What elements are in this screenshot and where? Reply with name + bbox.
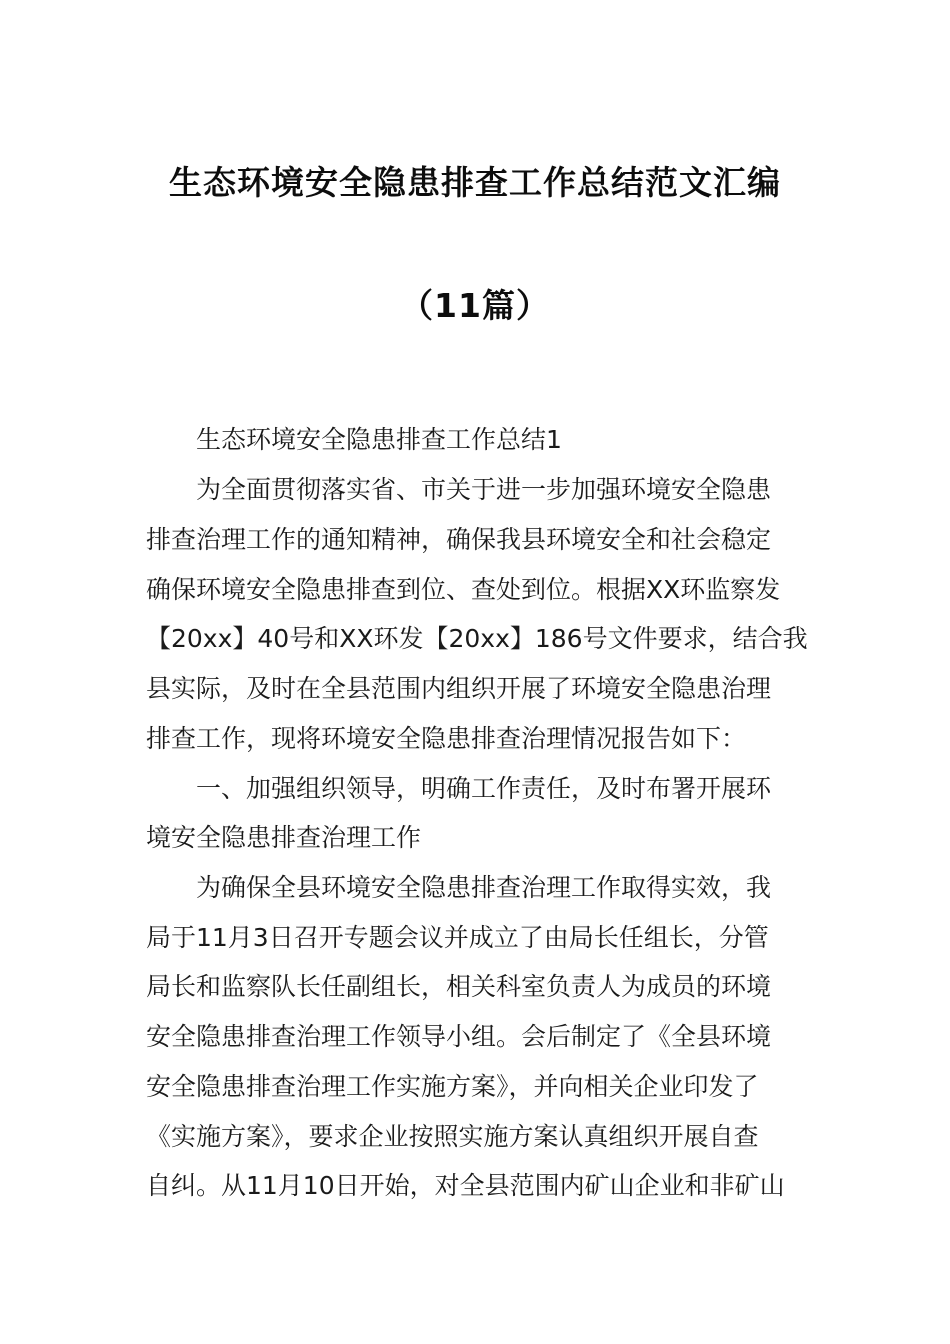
paragraph-line: 为确保全县环境安全隐患排查治理工作取得实效，我 — [196, 873, 772, 902]
subheading-line: 境安全隐患排查治理工作 — [146, 823, 422, 852]
paragraph-line: 县实际，及时在全县范围内组织开展了环境安全隐患治理 — [146, 674, 772, 703]
document-title-count: （11篇） — [400, 286, 550, 325]
subheading-line: 一、加强组织领导，明确工作责任，及时布署开展环 — [196, 774, 772, 803]
paragraph-line: 局于11月3日召开专题会议并成立了由局长任组长，分管 — [146, 923, 769, 952]
paragraph-line: 排查治理工作的通知精神，确保我县环境安全和社会稳定 — [146, 525, 772, 554]
paragraph-line: 自纠。从11月10日开始，对全县范围内矿山企业和非矿山 — [146, 1171, 785, 1200]
paragraph-line: 安全隐患排查治理工作领导小组。会后制定了《全县环境 — [146, 1022, 772, 1051]
paragraph-line: 《实施方案》，要求企业按照实施方案认真组织开展自查 — [146, 1122, 759, 1151]
paragraph-line: 局长和监察队长任副组长，相关科室负责人为成员的环境 — [146, 972, 772, 1001]
paragraph-line: 【20xx】40号和XX环发【20xx】186号文件要求，结合我 — [146, 624, 808, 653]
paragraph-line: 安全隐患排查治理工作实施方案》，并向相关企业印发了 — [146, 1072, 759, 1101]
paragraph-line: 确保环境安全隐患排查到位、查处到位。根据XX环监察发 — [146, 575, 781, 604]
paragraph-line: 排查工作，现将环境安全隐患排查治理情况报告如下： — [146, 724, 747, 753]
paragraph-line: 为全面贯彻落实省、市关于进一步加强环境安全隐患 — [196, 475, 772, 504]
section-heading: 生态环境安全隐患排查工作总结1 — [196, 425, 562, 454]
document-title: 生态环境安全隐患排查工作总结范文汇编 — [169, 163, 781, 202]
